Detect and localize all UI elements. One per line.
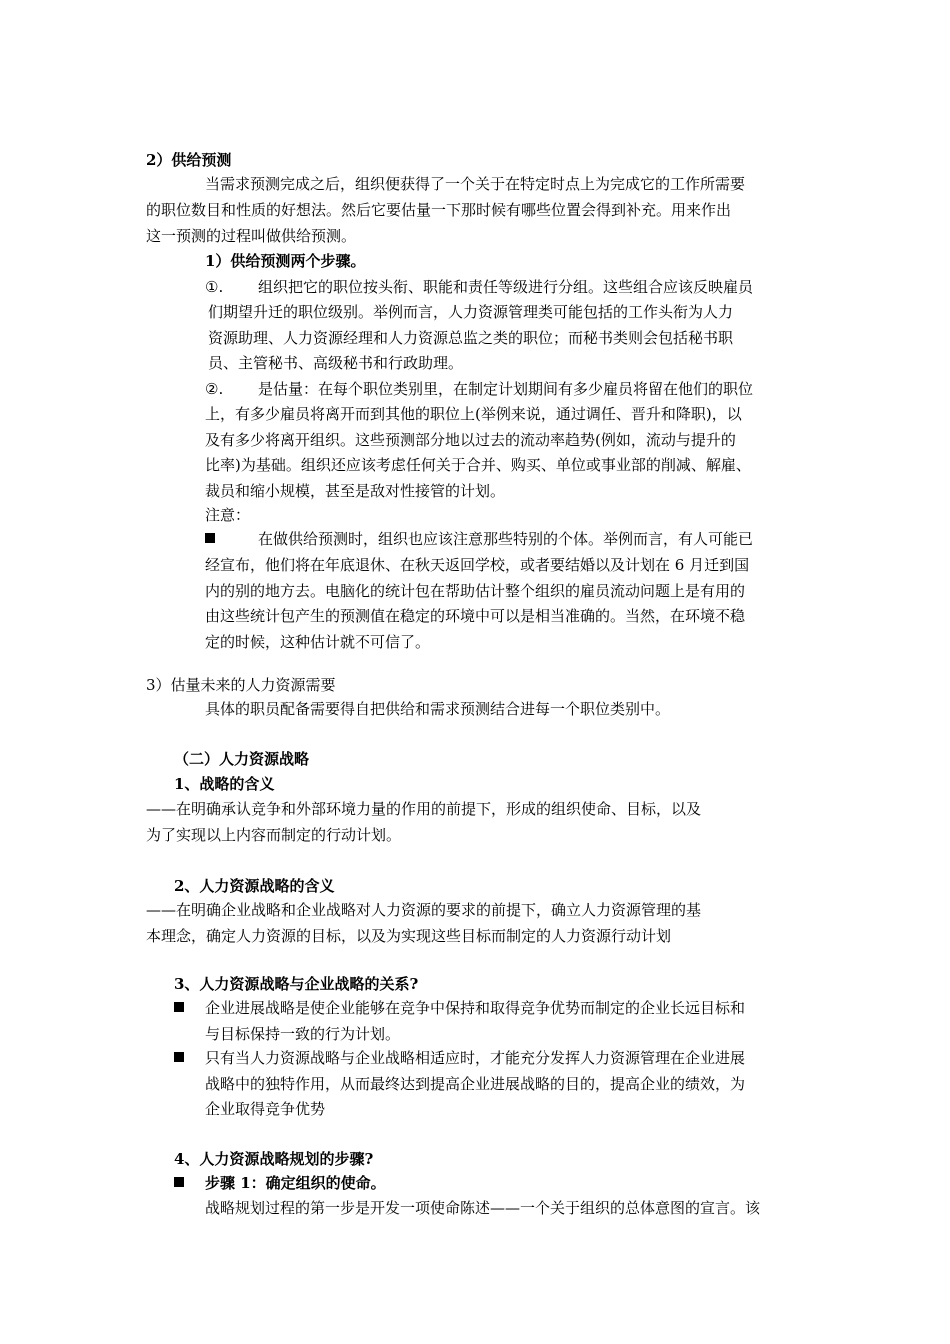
subsection-heading: 2、人力资源战略的含义 (174, 877, 335, 895)
subsection-heading: 1）供给预测两个步骤。 (205, 252, 366, 270)
step-marker: ①. (205, 278, 224, 296)
paragraph-line: 具体的职员配备需要得自把供给和需求预测结合进每一个职位类别中。 (205, 700, 671, 718)
list-item-line: 与目标保持一致的行为计划。 (205, 1025, 401, 1043)
paragraph-line: 这一预测的过程叫做供给预测。 (146, 227, 357, 245)
paragraph-line: 裁员和缩小规模，甚至是敌对性接管的计划。 (205, 482, 506, 500)
paragraph-line: 由这些统计包产生的预测值在稳定的环境中可以是相当准确的。当然，在环境不稳 (205, 607, 746, 625)
paragraph-line: 们期望升迁的职位级别。举例而言，人力资源管理类可能包括的工作头衔为人力 (208, 303, 734, 321)
paragraph-line: 的职位数目和性质的好想法。然后它要估量一下那时候有哪些位置会得到补充。用来作出 (146, 201, 732, 219)
bullet-square-icon (174, 1052, 184, 1062)
bullet-square-icon (205, 533, 215, 543)
list-item-line: 企业进展战略是使企业能够在竞争中保持和取得竞争优势而制定的企业长远目标和 (205, 999, 746, 1017)
subsection-heading: 1、战略的含义 (174, 775, 275, 793)
paragraph-line: 定的时候，这种估计就不可信了。 (205, 633, 431, 651)
paragraph-line: 本理念，确定人力资源的目标，以及为实现这些目标而制定的人力资源行动计划 (146, 927, 672, 945)
paragraph-line: 为了实现以上内容而制定的行动计划。 (146, 826, 402, 844)
paragraph-line: ——在明确承认竞争和外部环境力量的作用的前提下，形成的组织使命、目标，以及 (146, 800, 702, 818)
paragraph-line: 内的别的地方去。电脑化的统计包在帮助估计整个组织的雇员流动问题上是有用的 (205, 582, 746, 600)
subsection-heading: 4、人力资源战略规划的步骤? (174, 1150, 374, 1168)
paragraph-line: 经宣布，他们将在年底退休、在秋天返回学校，或者要结婚以及计划在 6 月迁到国 (205, 556, 750, 574)
paragraph-line: 比率)为基础。组织还应该考虑任何关于合并、购买、单位或事业部的削减、解雇、 (205, 456, 751, 474)
paragraph-line: 及有多少将离开组织。这些预测部分地以过去的流动率趋势(例如，流动与提升的 (205, 431, 736, 449)
paragraph-line: 是估量：在每个职位类别里，在制定计划期间有多少雇员将留在他们的职位 (258, 380, 754, 398)
list-item-line: 只有当人力资源战略与企业战略相适应时，才能充分发挥人力资源管理在企业进展 (205, 1049, 746, 1067)
paragraph-line: 在做供给预测时，组织也应该注意那些特别的个体。举例而言，有人可能已 (258, 530, 754, 548)
paragraph-line: 上，有多少雇员将离开而到其他的职位上(举例来说，通过调任、晋升和降职)，以 (205, 405, 742, 423)
paragraph-line: 当需求预测完成之后，组织便获得了一个关于在特定时点上为完成它的工作所需要 (205, 175, 746, 193)
chapter-heading: （二）人力资源战略 (174, 750, 310, 768)
note-label: 注意： (205, 506, 251, 524)
bullet-square-icon (174, 1177, 184, 1187)
bullet-square-icon (174, 1002, 184, 1012)
list-item-line: 企业取得竞争优势 (205, 1100, 326, 1118)
paragraph-line: 组织把它的职位按头衔、职能和责任等级进行分组。这些组合应该反映雇员 (258, 278, 754, 296)
paragraph-line: ——在明确企业战略和企业战略对人力资源的要求的前提下，确立人力资源管理的基 (146, 901, 702, 919)
step-heading: 步骤 1：确定组织的使命。 (205, 1174, 386, 1192)
section-heading: 3）估量未来的人力资源需要 (146, 676, 336, 694)
step-marker: ②. (205, 380, 224, 398)
section-heading: 2）供给预测 (146, 151, 232, 169)
paragraph-line: 员、主管秘书、高级秘书和行政助理。 (208, 354, 464, 372)
paragraph-line: 资源助理、人力资源经理和人力资源总监之类的职位；而秘书类则会包括秘书职 (208, 329, 734, 347)
subsection-heading: 3、人力资源战略与企业战略的关系? (174, 975, 419, 993)
paragraph-line: 战略规划过程的第一步是开发一项使命陈述——一个关于组织的总体意图的宣言。该 (205, 1199, 761, 1217)
list-item-line: 战略中的独特作用，从而最终达到提高企业进展战略的目的，提高企业的绩效，为 (205, 1075, 746, 1093)
